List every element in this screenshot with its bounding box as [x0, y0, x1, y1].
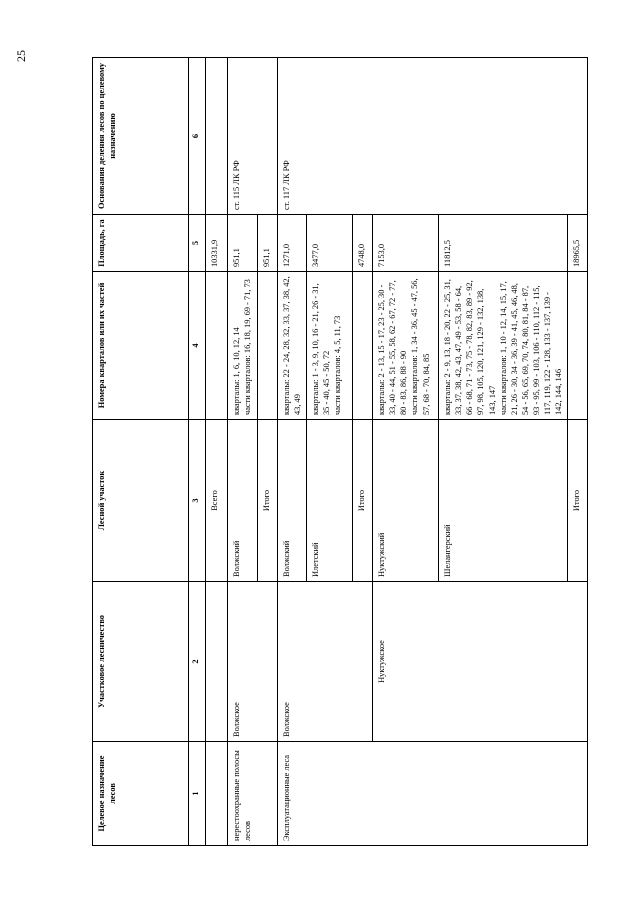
header-purpose: Целевое назначение лесов	[93, 742, 189, 846]
quarter-parts-list: части кварталов: 16, 18, 19, 69 - 71, 73	[243, 279, 253, 415]
cell-purpose: Эксплуатационные леса	[278, 742, 307, 846]
column-number: 6	[189, 58, 206, 215]
cell-area: 10331,9	[206, 215, 228, 272]
cell-purpose: нерестоохранные полосы лесов	[228, 742, 258, 846]
cell-area: 1271,0	[278, 215, 307, 272]
cell-forest-plot: Волжский	[278, 420, 307, 582]
column-number: 2	[189, 582, 206, 742]
cell-area: 3477,0	[307, 215, 353, 272]
cell-quarters	[228, 272, 258, 420]
cell-area: 11812,5	[439, 215, 568, 272]
quarters-list: кварталы: 1 - 3, 9, 10, 16 - 21, 26 - 31, 35 - 40, 45 - 50, 72	[311, 283, 332, 415]
column-number-row	[189, 58, 206, 846]
quarters-list: кварталы: 2 - 13, 15 - 17, 23 - 25, 30 - 33, 40 - 44, 51 - 55, 58, 62 - 67, 72 - 77, 80 - 83, 86, 88 - 90	[377, 280, 409, 415]
cell-forest-plot: Всего	[206, 420, 228, 582]
header-basis: Основания деления лесов по целевому назначению	[93, 58, 189, 215]
forest-purpose-table	[92, 57, 588, 846]
header-district: Участковое лесничество	[93, 582, 189, 742]
quarter-parts-list: части кварталов: 1, 34 - 36, 45 - 47, 56, 57, 68 - 70, 84, 85	[410, 278, 431, 415]
table-row	[439, 58, 568, 846]
cell-forest-plot: Илетский	[307, 420, 353, 582]
quarter-parts-list: части кварталов: 1, 10 - 12, 14, 15, 17, 21, 26 - 30, 34 - 36, 39 - 41, 45, 46, 48, 54 - 56, 65, 69, 70, 74, 80, 81, 84 - 87, 93 - 95, 99 - 103, 106 - 110, 112 - 115, 117, 119, 122 - 128, 133 - 137, 139 - 142, 144, 146	[498, 281, 564, 415]
cell-forest-plot: Нуктужский	[373, 420, 439, 582]
cell-area: 951,1	[228, 215, 258, 272]
table-row	[278, 58, 307, 846]
cell-district: Волжское	[228, 582, 258, 742]
cell-forest-plot: Итого	[258, 420, 278, 582]
quarter-parts-list: части кварталов: 4, 5, 11, 73	[333, 315, 343, 415]
header-area: Площадь, га	[93, 215, 189, 272]
table-row	[258, 58, 278, 846]
quarters-list: кварталы: 2 - 9, 13, 18 - 20, 22 - 25, 31, 33, 37, 38, 42, 43, 47, 49 - 53, 58 - 64, 66 - 68, 71 - 73, 75 - 78, 82, 83, 89 - 92, 97, 98, 105, 120, 121, 129 - 132, 138, 143, 147	[443, 279, 497, 415]
cell-district: Нуктужское	[373, 582, 439, 742]
cell-quarters	[307, 272, 353, 420]
table-row	[353, 58, 373, 846]
cell-area: 951,1	[258, 215, 278, 272]
column-number: 4	[189, 272, 206, 420]
table-row	[228, 58, 258, 846]
table-row	[206, 58, 228, 846]
page-number: 25	[14, 50, 28, 62]
column-number: 5	[189, 215, 206, 272]
column-number: 3	[189, 420, 206, 582]
cell-area: 18965,5	[568, 215, 588, 272]
quarters-list: кварталы: 1, 6, 10, 12, 14	[232, 327, 241, 415]
header-row	[93, 58, 189, 846]
column-number: 1	[189, 742, 206, 846]
cell-quarters	[439, 272, 568, 420]
header-quarters: Номера кварталов или их частей	[93, 272, 189, 420]
cell-basis: ст. 117 ЛК РФ	[278, 58, 307, 215]
cell-forest-plot: Итого	[353, 420, 373, 582]
cell-forest-plot: Итого	[568, 420, 588, 582]
cell-forest-plot: Шелангерский	[439, 420, 568, 582]
table-row	[373, 58, 439, 846]
table-row	[307, 58, 353, 846]
header-forest-plot: Лесной участок	[93, 420, 189, 582]
cell-quarters: кварталы: 22 - 24, 28, 32, 33, 37, 38, 42, 43, 49	[278, 272, 307, 420]
forest-purpose-table-wrapper	[92, 58, 582, 846]
cell-area: 7153,0	[373, 215, 439, 272]
table-row	[568, 58, 588, 846]
cell-forest-plot: Волжский	[228, 420, 258, 582]
cell-basis: ст. 115 ЛК РФ	[228, 58, 258, 215]
cell-district: Волжское	[278, 582, 307, 742]
cell-quarters	[373, 272, 439, 420]
cell-area: 4748,0	[353, 215, 373, 272]
